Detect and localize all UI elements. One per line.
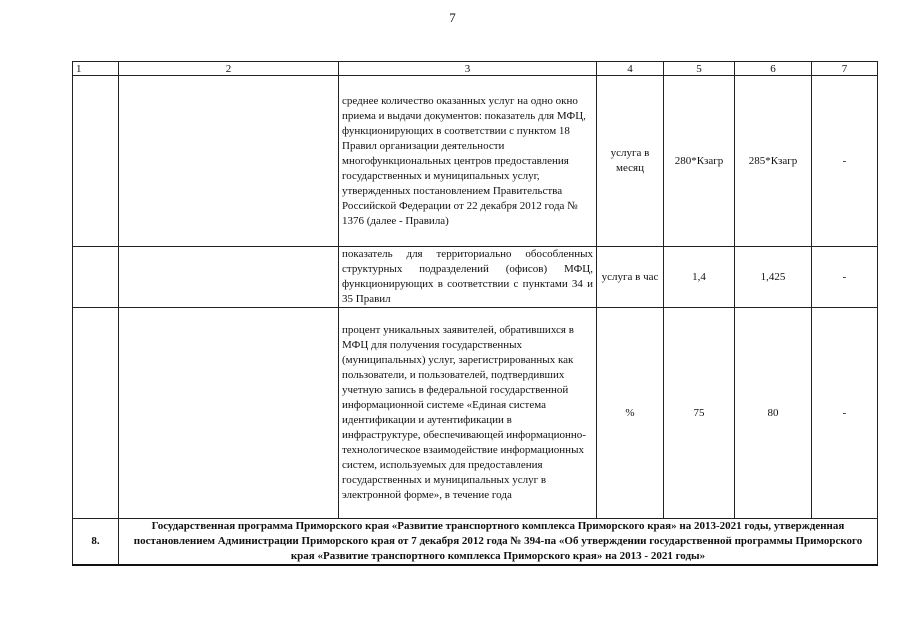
program-cell: [119, 76, 339, 247]
page-number: 7: [449, 10, 456, 25]
column-number: 5: [664, 62, 735, 76]
table-row: [73, 76, 878, 247]
unit-cell: услуга в час: [597, 247, 664, 308]
value-cell: 1,4: [664, 247, 735, 308]
row-number-cell: [73, 76, 119, 247]
column-number: 1: [73, 62, 119, 76]
column-number: 6: [735, 62, 812, 76]
value-cell: -: [812, 247, 878, 308]
unit-cell: %: [597, 308, 664, 519]
indicators-table: [72, 61, 878, 566]
value-cell: 75: [664, 308, 735, 519]
indicator-description: показатель для территориально обособленных структурных подразделений (офисов) МФЦ, функционирующих в соответствии с пунктами 34 и 35 Правил: [339, 247, 597, 308]
table-row: [73, 308, 878, 519]
column-number: 3: [339, 62, 597, 76]
indicator-description: среднее количество оказанных услуг на одно окно приема и выдачи документов: показатель для МФЦ, функционирующих в соответствии с пунктом 18 Правил организации деятельности многофункциональных центров предоставления государственных и муниципальных услуг, утвержденных постановлением Правительства Российской Федерации от 22 декабря 2012 года № 1376 (далее - Правила): [339, 76, 597, 247]
column-number: 4: [597, 62, 664, 76]
column-number-row: [73, 62, 878, 76]
value-cell: 285*Кзагр: [735, 76, 812, 247]
value-cell: -: [812, 308, 878, 519]
unit-cell: услуга в месяц: [597, 76, 664, 247]
section-row: [73, 519, 878, 566]
value-cell: 80: [735, 308, 812, 519]
indicator-description: процент уникальных заявителей, обратившихся в МФЦ для получения государственных (муниципальных) услуг, зарегистрированных как пользователи, и пользователей, подтвердивших учетную запись в федеральной государственной информационной системе «Единая система идентификации и аутентификации в инфраструктуре, обеспечивающей информационно-технологическое взаимодействие информационных систем, используемых для предоставления государственных и муниципальных услуг в электронной форме», в течение года: [339, 308, 597, 519]
column-number: 2: [119, 62, 339, 76]
column-number: 7: [812, 62, 878, 76]
row-number-cell: [73, 308, 119, 519]
program-cell: [119, 247, 339, 308]
value-cell: -: [812, 76, 878, 247]
program-cell: [119, 308, 339, 519]
table-row: [73, 247, 878, 308]
value-cell: 280*Кзагр: [664, 76, 735, 247]
value-cell: 1,425: [735, 247, 812, 308]
section-number: 8.: [73, 519, 119, 566]
section-title: Государственная программа Приморского края «Развитие транспортного комплекса Приморского края» на 2013-2021 годы, утвержденная постановлением Администрации Приморского края от 7 декабря 2012 года № 394-па «Об утверждении государственной программы Приморского края «Развитие транспортного комплекса Приморского края» на 2013 - 2021 годы»: [119, 519, 878, 566]
row-number-cell: [73, 247, 119, 308]
